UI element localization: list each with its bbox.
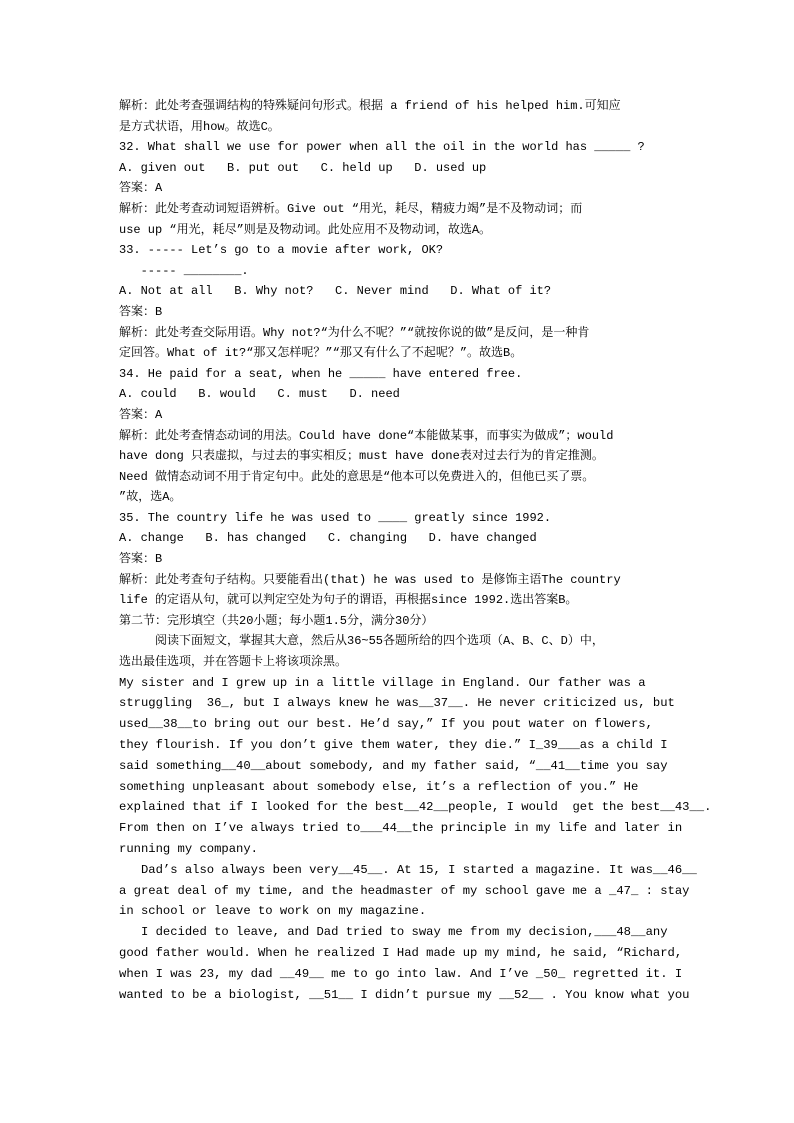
passage-line: a great deal of my time, and the headmaster of my school gave me a _47_ : stay — [119, 883, 690, 898]
passage-line: I decided to leave, and Dad tried to sway me from my decision,___48__any — [119, 925, 668, 940]
options-33: A. Not at all B. Why not? C. Never mind D. What of it? — [119, 284, 552, 299]
text-line: life 的定语从句，就可以判定空处为句子的谓语，再根据since 1992.选出答案B。 — [119, 593, 578, 608]
passage-line: in school or leave to work on my magazine. — [119, 904, 427, 919]
passage-line: Dad’s also always been very__45__. At 15, I started a magazine. It was__46__ — [119, 862, 697, 877]
passage-line: they flourish. If you don’t give them water, they die.” I_39___as a child I — [119, 738, 668, 753]
options-35: A. change B. has changed C. changing D. have changed — [119, 531, 537, 546]
answer-35: 答案：B — [119, 552, 163, 567]
text-line: 定回答。What of it?“那又怎样呢？”“那又有什么了不起呢？”。故选B。 — [119, 346, 523, 361]
passage-line: used__38__to bring out our best. He’d say,” If you pout water on flowers, — [119, 717, 653, 732]
passage-line: something unpleasant about somebody else, it’s a reflection of you.” He — [119, 779, 639, 794]
passage-line: From then on I’ve always tried to___44__the principle in my life and later in — [119, 821, 683, 836]
question-32: 32. What shall we use for power when all the oil in the world has _____ ? — [119, 140, 645, 155]
passage-line: explained that if I looked for the best__42__people, I would get the best__43__. — [119, 800, 712, 815]
question-33: 33. ----- Let’s go to a movie after work, OK? — [119, 243, 444, 258]
passage-line: when I was 23, my dad __49__ me to go into law. And I’ve _50_ regretted it. I — [119, 966, 683, 981]
question-35: 35. The country life he was used to ____ greatly since 1992. — [119, 510, 552, 525]
text-line: ”故，选A。 — [119, 490, 182, 505]
passage-line: said something__40__about somebody, and my father said, “__41__time you say — [119, 758, 668, 773]
options-32: A. given out B. put out C. held up D. used up — [119, 160, 487, 175]
question-34: 34. He paid for a seat, when he _____ have entered free. — [119, 366, 523, 381]
section-heading: 第二节：完形填空（共20小题；每小题1.5分，满分30分） — [119, 613, 434, 628]
passage-line: running my company. — [119, 842, 258, 856]
passage-line: wanted to be a biologist, __51__ I didn’t pursue my __52__ . You know what you — [119, 987, 690, 1002]
options-34: A. could B. would C. must D. need — [119, 387, 400, 402]
text-line: 解析：此处考查情态动词的用法。Could have done“本能做某事，而事实为做成”；would — [119, 428, 614, 443]
document-page — [119, 96, 712, 1005]
cloze-passage — [119, 673, 712, 1006]
text-line: 解析：此处考查句子结构。只要能看出(that) he was used to 是修饰主语The country — [119, 572, 621, 587]
text-line: ----- ________. — [119, 263, 249, 278]
text-line: 解析：此处考查动词短语辨析。Give out “用光，耗尽，精疲力竭”是不及物动词；而 — [119, 201, 583, 216]
passage-line: struggling 36_, but I always knew he was__37__. He never criticized us, but — [119, 696, 675, 711]
text-line: have dong 只表虚拟，与过去的事实相反；must have done表对过去行为的肯定推测。 — [119, 449, 604, 464]
text-line: use up “用光，耗尽”则是及物动词。此处应用不及物动词，故选A。 — [119, 222, 492, 237]
text-line: 解析：此处考查强调结构的特殊疑问句形式。根据 a friend of his helped him.可知应 — [119, 99, 621, 113]
answer-34: 答案：A — [119, 407, 163, 422]
instructions: 选出最佳选项，并在答题卡上将该项涂黑。 — [119, 655, 348, 670]
answer-33: 答案：B — [119, 304, 163, 319]
analysis-section — [119, 96, 679, 673]
text-line: 是方式状语，用how。故选C。 — [119, 119, 280, 134]
text-line: Need 做情态动词不用于肯定句中。此处的意思是“他本可以免费进入的，但他已买了票。 — [119, 469, 595, 484]
instructions: 阅读下面短文，掌握其大意，然后从36~55各题所给的四个选项（A、B、C、D）中， — [119, 634, 604, 649]
text-line: 解析：此处考查交际用语。Why not?“为什么不呢？”“就按你说的做”是反问，是一种肯 — [119, 325, 590, 340]
answer-32: 答案：A — [119, 181, 163, 196]
passage-line: good father would. When he realized I Had made up my mind, he said, “Richard, — [119, 945, 683, 960]
passage-line: My sister and I grew up in a little village in England. Our father was a — [119, 675, 646, 690]
